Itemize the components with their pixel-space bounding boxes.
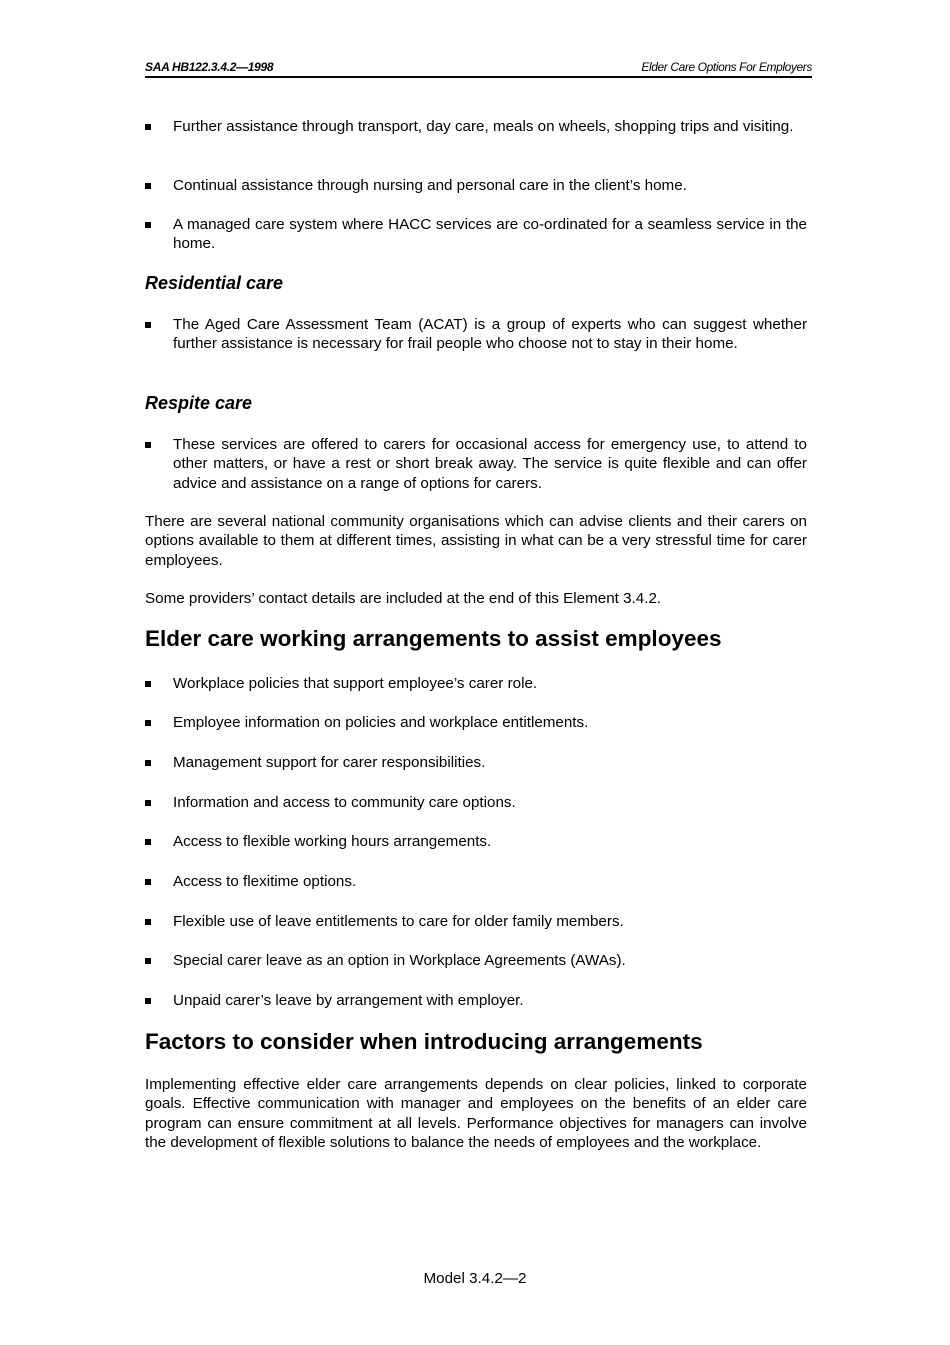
list-item bbox=[145, 713, 807, 732]
bullet-square-icon bbox=[145, 919, 151, 925]
list-item-text: Workplace policies that support employee’s carer role. bbox=[173, 675, 538, 692]
list-item-text: Special carer leave as an option in Workplace Agreements (AWAs). bbox=[173, 952, 626, 969]
list-item bbox=[145, 991, 807, 1010]
list-item bbox=[145, 435, 807, 493]
list-item-text: A managed care system where HACC services are co-ordinated for a seamless service in the home. bbox=[173, 216, 807, 253]
section-heading-factors: Factors to consider when introducing arrangements bbox=[145, 1029, 703, 1054]
bullet-square-icon bbox=[145, 839, 151, 845]
bullet-square-icon bbox=[145, 442, 151, 448]
subheading-respite-care: Respite care bbox=[145, 393, 253, 413]
list-item-text: Continual assistance through nursing and personal care in the client’s home. bbox=[173, 177, 687, 194]
list-item bbox=[145, 793, 807, 812]
bullet-square-icon bbox=[145, 183, 151, 189]
list-item-text: Access to flexitime options. bbox=[173, 873, 357, 890]
running-header bbox=[145, 60, 812, 78]
paragraph: There are several national community organisations which can advise clients and their carers on options available to them at different times, assisting in what can be a very stressful time for carer employees. bbox=[145, 513, 807, 569]
list-item-text: These services are offered to carers for occasional access for emergency use, to attend to other matters, or have a rest or short break away. The service is quite flexible and can offer advice and assistance on a range of options for carers. bbox=[173, 436, 807, 492]
list-item-text: Unpaid carer’s leave by arrangement with employer. bbox=[173, 992, 524, 1009]
list-item bbox=[145, 674, 807, 693]
bullet-square-icon bbox=[145, 998, 151, 1004]
bullet-square-icon bbox=[145, 222, 151, 228]
bullet-square-icon bbox=[145, 800, 151, 806]
bullet-square-icon bbox=[145, 760, 151, 766]
paragraph: Some providers’ contact details are included at the end of this Element 3.4.2. bbox=[145, 590, 662, 607]
header-document-title: Elder Care Options For Employers bbox=[641, 60, 812, 74]
bullet-square-icon bbox=[145, 124, 151, 130]
list-item bbox=[145, 315, 807, 354]
list-item bbox=[145, 176, 807, 195]
paragraph: Implementing effective elder care arrangements depends on clear policies, linked to corporate goals. Effective communication with manager and employees on the benefits of an elder care program can ensure commitment at all levels. Performance objectives for managers can involve the development of flexible solutions to balance the needs of employees and the workplace. bbox=[145, 1076, 807, 1151]
bullet-square-icon bbox=[145, 879, 151, 885]
list-item bbox=[145, 117, 807, 136]
list-item bbox=[145, 753, 807, 772]
subheading-residential-care: Residential care bbox=[145, 273, 284, 293]
bullet-square-icon bbox=[145, 681, 151, 687]
list-item-text: Employee information on policies and workplace entitlements. bbox=[173, 714, 589, 731]
list-item-text: Management support for carer responsibilities. bbox=[173, 754, 486, 771]
list-item bbox=[145, 832, 807, 851]
list-item bbox=[145, 951, 807, 970]
page-footer: Model 3.4.2—2 bbox=[423, 1270, 527, 1287]
bullet-square-icon bbox=[145, 720, 151, 726]
bullet-square-icon bbox=[145, 958, 151, 964]
list-item-text: Information and access to community care options. bbox=[173, 794, 516, 811]
list-item-text: Further assistance through transport, day care, meals on wheels, shopping trips and visiting. bbox=[173, 118, 794, 135]
list-item bbox=[145, 215, 807, 254]
bullet-square-icon bbox=[145, 322, 151, 328]
list-item-text: Access to flexible working hours arrangements. bbox=[173, 833, 492, 850]
list-item bbox=[145, 872, 807, 891]
header-document-code: SAA HB122.3.4.2—1998 bbox=[145, 60, 274, 74]
list-item-text: Flexible use of leave entitlements to care for older family members. bbox=[173, 913, 624, 930]
section-heading-working-arrangements: Elder care working arrangements to assist employees bbox=[145, 626, 722, 651]
list-item-text: The Aged Care Assessment Team (ACAT) is a group of experts who can suggest whether further assistance is necessary for frail people who choose not to stay in their home. bbox=[173, 316, 807, 353]
list-item bbox=[145, 912, 807, 931]
